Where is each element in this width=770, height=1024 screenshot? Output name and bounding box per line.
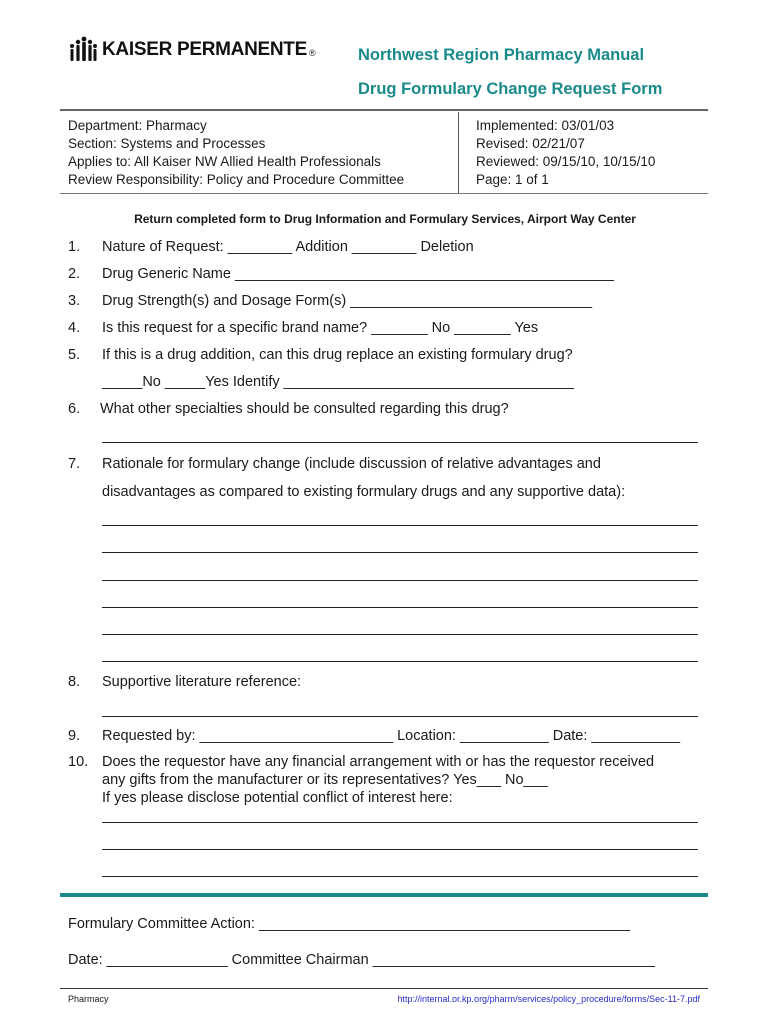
meta-left bbox=[68, 117, 404, 189]
rationale-line-5[interactable] bbox=[102, 634, 698, 635]
header-divider bbox=[60, 109, 708, 111]
committee-divider bbox=[60, 893, 708, 897]
question-4-number: 4. bbox=[68, 320, 81, 336]
committee-action-field[interactable]: Formulary Committee Action: ______________________________________________ bbox=[68, 916, 630, 932]
kaiser-logo bbox=[68, 36, 316, 64]
brand-name-field[interactable]: Is this request for a specific brand name? _______ No _______ Yes bbox=[102, 320, 539, 336]
question-2-number: 2. bbox=[68, 266, 81, 282]
conflict-line-3[interactable] bbox=[102, 876, 698, 877]
footer-url-link[interactable]: http://internal.or.kp.org/pharm/services/policy_procedure/forms/Sec-11-7.pdf bbox=[397, 994, 700, 1004]
meta-department: Department: Pharmacy bbox=[68, 118, 207, 133]
rationale-line-4[interactable] bbox=[102, 607, 698, 608]
footer-divider bbox=[60, 988, 708, 989]
question-6-number: 6. bbox=[68, 401, 81, 417]
question-5-number: 5. bbox=[68, 347, 81, 363]
question-1-label[interactable]: Nature of Request: ________ Addition ________ Deletion bbox=[102, 239, 474, 255]
question-3-number: 3. bbox=[68, 293, 81, 309]
literature-answer-line[interactable] bbox=[102, 716, 698, 717]
manual-title: Northwest Region Pharmacy Manual bbox=[358, 46, 645, 64]
meta-implemented: Implemented: 03/01/03 bbox=[476, 118, 615, 133]
question-7-number: 7. bbox=[68, 456, 81, 472]
specialties-answer-line[interactable] bbox=[102, 442, 698, 443]
form-title: Drug Formulary Change Request Form bbox=[358, 80, 663, 98]
registered-mark: ® bbox=[308, 48, 316, 58]
meta-bottom-divider bbox=[60, 193, 708, 194]
meta-applies-to: Applies to: All Kaiser NW Allied Health Professionals bbox=[68, 154, 381, 169]
question-6-label: What other specialties should be consulted regarding this drug? bbox=[100, 401, 509, 417]
question-9-number: 9. bbox=[68, 728, 81, 744]
meta-section: Section: Systems and Processes bbox=[68, 136, 266, 151]
footer-department: Pharmacy bbox=[68, 994, 109, 1004]
meta-revised: Revised: 02/21/07 bbox=[476, 136, 585, 151]
drug-generic-name-field[interactable]: Drug Generic Name _______________________________________________ bbox=[102, 266, 614, 282]
replace-drug-field[interactable]: _____No _____Yes Identify ____________________________________ bbox=[102, 374, 574, 390]
meta-review-responsibility: Review Responsibility: Policy and Procedure Committee bbox=[68, 172, 405, 187]
meta-divider bbox=[458, 112, 459, 194]
kaiser-people-icon bbox=[68, 36, 98, 64]
meta-reviewed: Reviewed: 09/15/10, 10/15/10 bbox=[476, 154, 656, 169]
question-10-number: 10. bbox=[68, 754, 89, 770]
question-8-label: Supportive literature reference: bbox=[102, 674, 302, 690]
rationale-line-6[interactable] bbox=[102, 661, 698, 662]
question-8-number: 8. bbox=[68, 674, 81, 690]
question-1-number: 1. bbox=[68, 239, 81, 255]
rationale-line-3[interactable] bbox=[102, 580, 698, 581]
meta-right bbox=[476, 117, 655, 189]
return-instructions: Return completed form to Drug Information and Formulary Services, Airport Way Center bbox=[134, 212, 636, 226]
conflict-line-2[interactable] bbox=[102, 849, 698, 850]
question-10-line-2[interactable]: any gifts from the manufacturer or its representatives? Yes___ No___ bbox=[102, 772, 548, 788]
meta-page: Page: 1 of 1 bbox=[476, 172, 549, 187]
rationale-line-2[interactable] bbox=[102, 552, 698, 553]
brand-name: KAISER PERMANENTE bbox=[102, 39, 307, 60]
question-7-label-cont: disadvantages as compared to existing formulary drugs and any supportive data): bbox=[102, 484, 626, 500]
question-5-label: If this is a drug addition, can this drug replace an existing formulary drug? bbox=[102, 347, 573, 363]
conflict-line-1[interactable] bbox=[102, 822, 698, 823]
requested-by-field[interactable]: Requested by: ________________________ Location: ___________ Date: ___________ bbox=[102, 728, 681, 744]
question-10-line-3: If yes please disclose potential conflict of interest here: bbox=[102, 790, 453, 806]
rationale-line-1[interactable] bbox=[102, 525, 698, 526]
question-10-line-1: Does the requestor have any financial arrangement with or has the requestor received bbox=[102, 754, 655, 770]
committee-date-chairman-field[interactable]: Date: _______________ Committee Chairman ___________________________________ bbox=[68, 952, 655, 968]
question-7-label: Rationale for formulary change (include discussion of relative advantages and bbox=[102, 456, 601, 472]
drug-strength-field[interactable]: Drug Strength(s) and Dosage Form(s) ______________________________ bbox=[102, 293, 593, 309]
